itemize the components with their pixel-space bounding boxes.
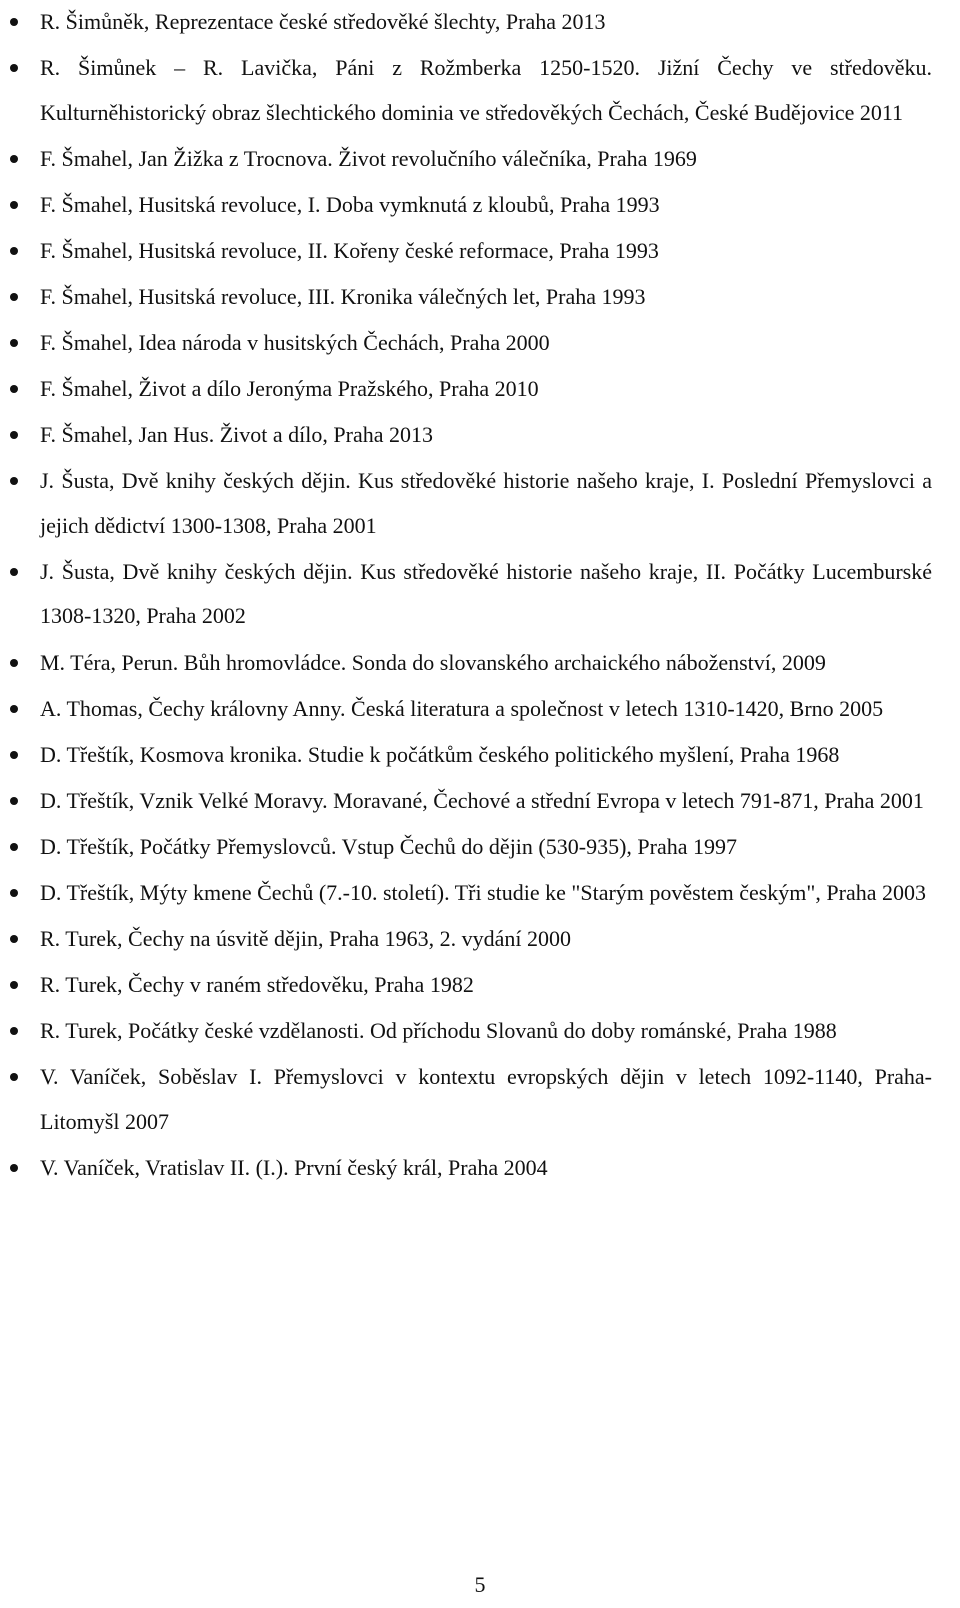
bibliography-item: D. Třeštík, Mýty kmene Čechů (7.-10. století). Tři studie ke "Starým pověstem českým", Praha 2003 bbox=[40, 871, 932, 916]
bibliography-item: M. Téra, Perun. Bůh hromovládce. Sonda do slovanského archaického náboženství, 2009 bbox=[40, 641, 932, 686]
bibliography-item: R. Šimůněk, Reprezentace české středověké šlechty, Praha 2013 bbox=[40, 0, 932, 45]
bibliography-item: F. Šmahel, Život a dílo Jeronýma Pražského, Praha 2010 bbox=[40, 367, 932, 412]
bibliography-item: F. Šmahel, Husitská revoluce, II. Kořeny české reformace, Praha 1993 bbox=[40, 229, 932, 274]
bibliography-item: V. Vaníček, Soběslav I. Přemyslovci v kontextu evropských dějin v letech 1092-1140, Praha-Litomyšl 2007 bbox=[40, 1055, 932, 1144]
bibliography-item: R. Turek, Počátky české vzdělanosti. Od příchodu Slovanů do doby románské, Praha 1988 bbox=[40, 1009, 932, 1054]
page-number: 5 bbox=[474, 1572, 486, 1597]
bibliography-list bbox=[40, 0, 932, 1192]
bibliography-item: R. Šimůnek – R. Lavička, Páni z Rožmberka 1250-1520. Jižní Čechy ve středověku. Kulturněhistorický obraz šlechtického dominia ve středověkých Čechách, České Budějovice 2011 bbox=[40, 46, 932, 135]
bibliography-item: F. Šmahel, Jan Žižka z Trocnova. Život revolučního válečníka, Praha 1969 bbox=[40, 137, 932, 182]
bibliography-item: D. Třeštík, Počátky Přemyslovců. Vstup Čechů do dějin (530-935), Praha 1997 bbox=[40, 825, 932, 870]
bibliography-item: F. Šmahel, Jan Hus. Život a dílo, Praha 2013 bbox=[40, 413, 932, 458]
bibliography-item: D. Třeštík, Kosmova kronika. Studie k počátkům českého politického myšlení, Praha 1968 bbox=[40, 733, 932, 778]
bibliography-item: F. Šmahel, Idea národa v husitských Čechách, Praha 2000 bbox=[40, 321, 932, 366]
bibliography-item: R. Turek, Čechy v raném středověku, Praha 1982 bbox=[40, 963, 932, 1008]
bibliography-item: A. Thomas, Čechy královny Anny. Česká literatura a společnost v letech 1310-1420, Brno 2005 bbox=[40, 687, 932, 732]
bibliography-item: V. Vaníček, Vratislav II. (I.). První český král, Praha 2004 bbox=[40, 1146, 932, 1191]
bibliography-item: R. Turek, Čechy na úsvitě dějin, Praha 1963, 2. vydání 2000 bbox=[40, 917, 932, 962]
bibliography-item: D. Třeštík, Vznik Velké Moravy. Moravané, Čechové a střední Evropa v letech 791-871, Praha 2001 bbox=[40, 779, 932, 824]
bibliography-item: J. Šusta, Dvě knihy českých dějin. Kus středověké historie našeho kraje, I. Poslední Přemyslovci a jejich dědictví 1300-1308, Praha 2001 bbox=[40, 459, 932, 548]
bibliography-item: J. Šusta, Dvě knihy českých dějin. Kus středověké historie našeho kraje, II. Počátky Lucemburské 1308-1320, Praha 2002 bbox=[40, 550, 932, 639]
bibliography-item: F. Šmahel, Husitská revoluce, III. Kronika válečných let, Praha 1993 bbox=[40, 275, 932, 320]
bibliography-item: F. Šmahel, Husitská revoluce, I. Doba vymknutá z kloubů, Praha 1993 bbox=[40, 183, 932, 228]
